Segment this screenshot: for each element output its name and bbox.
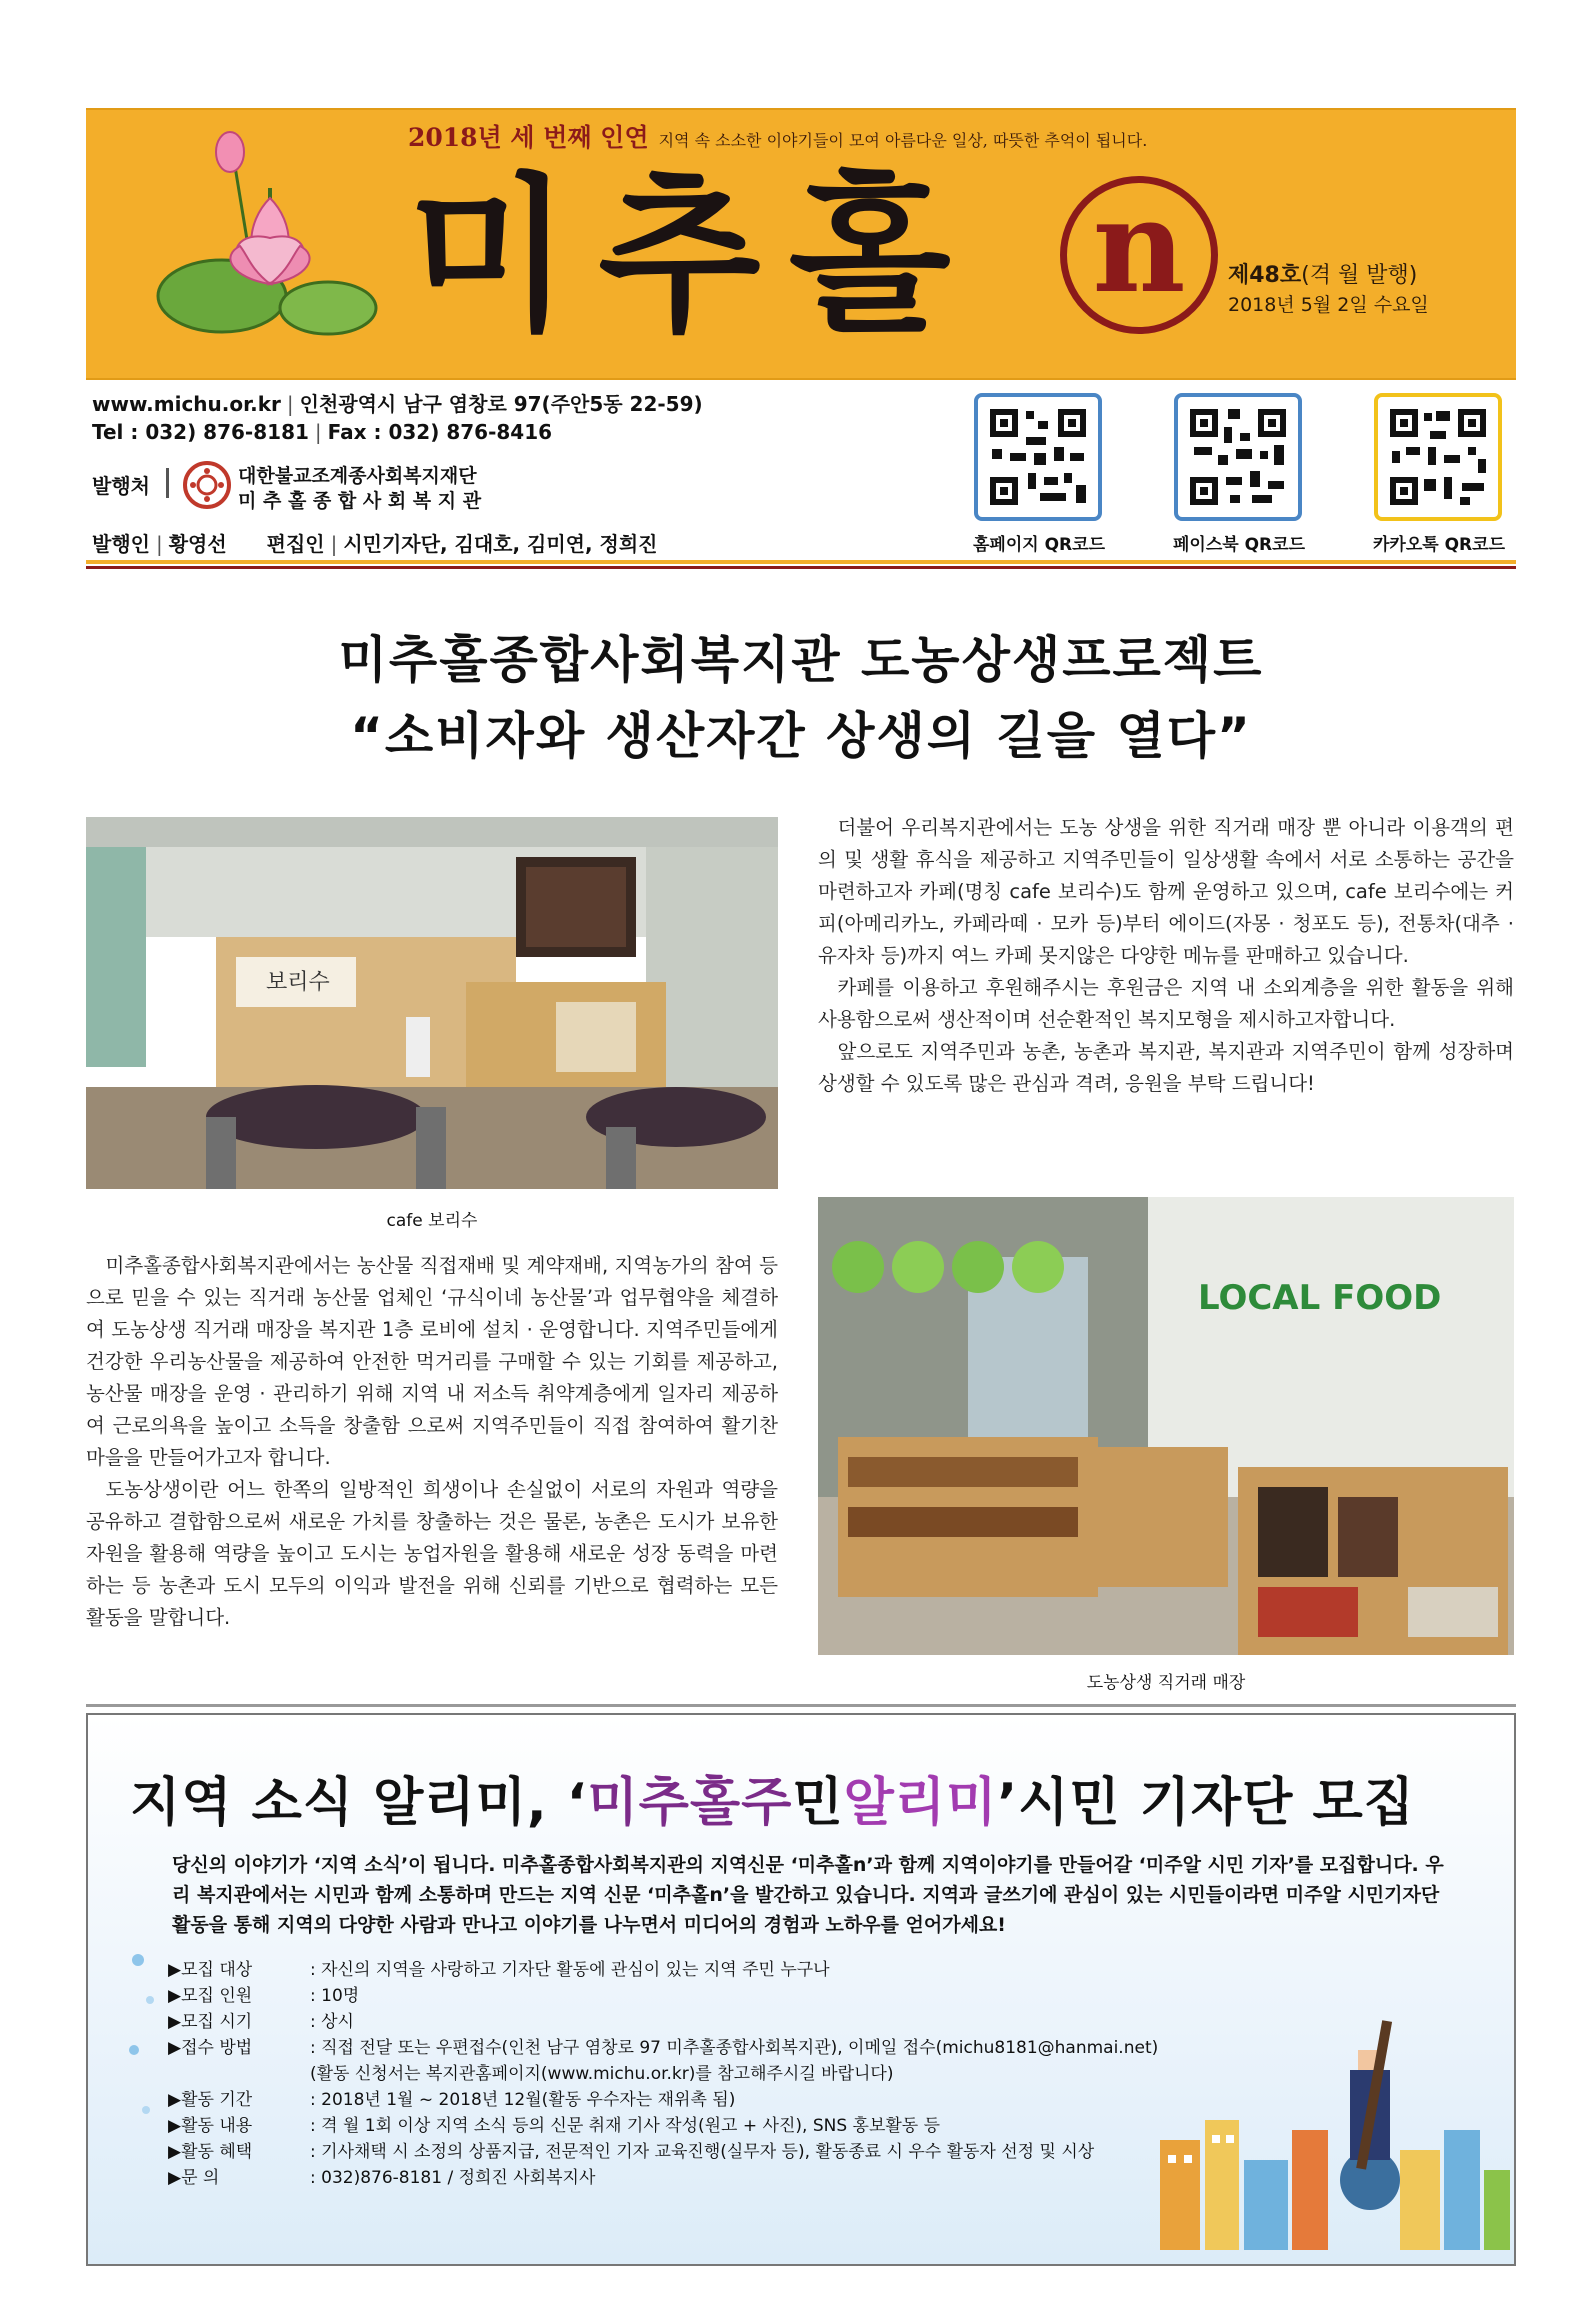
article-paragraph: 더불어 우리복지관에서는 도농 상생을 위한 직거래 매장 뿐 아니라 이용객의 편의 및 생활 휴식을 제공하고 지역주민들이 일상생활 속에서 서로 소통하는 공간을 마련하고자 카페(명칭 cafe 보리수)도 함께 운영하고 있으며, cafe 보리수에는 커피(아메리카노, 카페라떼 · 모카 등)부터 에이드(자몽 · 청포도 등), 전통차(대추 · 유자차 등)까지 여느 카페 못지않은 다양한 메뉴를 판매하고 있습니다. — [818, 816, 1514, 967]
header-divider-orange — [86, 560, 1516, 564]
staff-line: 발행인 | 황영선 편집인 | 시민기자단, 김대호, 김미연, 정희진 — [92, 532, 658, 556]
store-photo-caption: 도농상생 직거래 매장 — [1086, 1673, 1246, 1693]
address-line: www.michu.or.kr | 인천광역시 남구 염창로 97(주안5동 22-59) — [92, 392, 703, 416]
fax-text: Fax : 032) 876-8416 — [327, 420, 553, 444]
article-paragraph: 앞으로도 지역주민과 농촌, 농촌과 복지관, 복지관과 지역주민이 함께 성장하며 상생할 수 있도록 많은 관심과 격려, 응원을 부탁 드립니다! — [818, 1040, 1514, 1095]
masthead-tagline — [408, 118, 1488, 152]
divider — [166, 468, 169, 498]
editor-label: 편집인 — [266, 532, 325, 556]
issue-no: 제48호 — [1228, 263, 1302, 288]
recruitment-title — [130, 1760, 1490, 1834]
contact-line: Tel : 032) 876-8181 | Fax : 032) 876-8416 — [92, 420, 553, 444]
section-divider — [86, 1704, 1516, 1707]
publisher-org: 대한불교조계종사회복지재단 — [238, 465, 477, 487]
tel-text: Tel : 032) 876-8181 — [92, 420, 309, 444]
headline-line-1: 미추홀종합사회복지관 도농상생프로젝트 — [338, 631, 1264, 689]
recruit-item: (활동 신청서는 복지관홈페이지(www.michu.or.kr)를 참고해주시길 바랍니다) — [310, 2064, 894, 2084]
cafe-photo — [86, 817, 778, 1189]
recruit-item: ▶접수 방법 : 직접 전달 또는 우편접수(인천 남구 염창로 97 미추홀종합사회복지관), 이메일 접수(michu8181@hanmai.net) — [168, 2038, 1159, 2058]
recruit-item: ▶문 의 : 032)876-8181 / 정희진 사회복지사 — [168, 2168, 596, 2188]
facebook-qr-label: 페이스북 QR코드 — [1173, 535, 1305, 555]
qr-pattern-icon — [1178, 397, 1298, 517]
tagline-rest: 지역 속 소소한 이야기들이 모여 아름다운 일상, 따뜻한 추억이 됩니다. — [658, 131, 1148, 150]
publisher-welfare-center: 미 추 홀 종 합 사 회 복 지 관 — [238, 490, 482, 512]
homepage-qr-label: 홈페이지 QR코드 — [973, 535, 1105, 555]
kakaotalk-qr-code[interactable] — [1374, 393, 1502, 521]
issue-date: 2018년 5월 2일 수요일 — [1228, 294, 1429, 316]
recruit-title-part2: 민 — [792, 1773, 844, 1833]
local-food-sign: LOCAL FOOD — [1198, 1278, 1442, 1318]
recruit-item: ▶활동 내용 : 격 월 1회 이상 지역 소식 등의 신문 취재 기사 작성(원고 + 사진), SNS 홍보활동 등 — [168, 2116, 941, 2136]
cafe-photo-caption: cafe 보리수 — [386, 1211, 478, 1231]
issue-number — [1228, 258, 1508, 288]
newspaper-title: 미추홀 — [408, 156, 979, 354]
homepage-qr-code[interactable] — [974, 393, 1102, 521]
recruit-item: ▶활동 혜택 : 기사채택 시 소정의 상품지급, 전문적인 기자 교육진행(실무자 등), 활동종료 시 우수 활동자 선정 및 시상 — [168, 2142, 1095, 2162]
local-food-store-photo — [818, 1197, 1514, 1655]
article-paragraph: 카페를 이용하고 후원해주시는 후원금은 지역 내 소외계층을 위한 활동을 위해 사용함으로써 생산적이며 선순환적인 복지모형을 제시하고자합니다. — [818, 976, 1514, 1031]
article-paragraph: 도농상생이란 어느 한쪽의 일방적인 희생이나 손실없이 서로의 자원과 역량을 공유하고 결합함으로써 새로운 가치를 창출하는 것은 물론, 농촌은 도시가 보유한 자원을 활용해 역량을 높이고 도시는 농업자원을 활용해 새로운 성장 동력을 마련하는 등 농촌과 도시 모두의 이익과 발전을 위해 신뢰를 기반으로 협력하는 모든 활동을 말합니다. — [86, 1478, 778, 1629]
recruit-title-part1: 미추홀주 — [587, 1773, 793, 1833]
recruit-title-part3: 알리미 — [843, 1773, 998, 1833]
issuer-name: 황영선 — [168, 532, 227, 556]
article-left-column — [86, 1250, 778, 1634]
recruit-title-prefix: 지역 소식 알리미, ‘ — [130, 1773, 588, 1833]
lotus-icon — [150, 128, 390, 348]
recruit-item: ▶모집 대상 : 자신의 지역을 사랑하고 기자단 활동에 관심이 있는 지역 주민 누구나 — [168, 1960, 830, 1980]
recruit-item: ▶모집 시기 : 상시 — [168, 2012, 354, 2032]
kakaotalk-qr-label: 카카오톡 QR코드 — [1373, 535, 1505, 555]
qr-pattern-icon — [978, 397, 1098, 517]
recruitment-intro: 당신의 이야기가 ‘지역 소식’이 됩니다. 미추홀종합사회복지관의 지역신문 ‘미추홀n’과 함께 지역이야기를 만들어갈 ‘미주알 시민 기자’를 모집합니다. 우리 복지관에서는 시민과 함께 소통하며 만드는 지역 신문 ‘미추홀n’을 발간하고 있습니다. 지역과 글쓰기에 관심이 있는 시민들이라면 미주알 시민기자단 활동을 통해 지역의 다양한 사람과 만나고 이야기를 나누면서 미디어의 경험과 노하우를 얻어가세요! — [172, 1854, 1444, 1936]
header-divider-red — [86, 566, 1516, 569]
cafe-sign: 보리수 — [266, 970, 330, 995]
tagline-strong: 2018년 세 번째 인연 — [408, 123, 649, 152]
article-right-column — [818, 812, 1514, 1100]
issue-frequency: (격 월 발행) — [1301, 263, 1418, 288]
recruit-item: ▶모집 인원 : 10명 — [168, 1986, 360, 2006]
publisher-label: 발행처 — [92, 474, 150, 498]
website-link[interactable]: www.michu.or.kr — [92, 392, 281, 416]
temple-logo-icon — [182, 460, 232, 510]
address-text: 인천광역시 남구 염창로 97(주안5동 22-59) — [299, 392, 703, 416]
facebook-qr-code[interactable] — [1174, 393, 1302, 521]
recruitment-details — [168, 1957, 1318, 2191]
qr-pattern-icon — [1378, 397, 1498, 517]
reporter-city-illustration — [1160, 2010, 1510, 2260]
issuer-label: 발행인 — [92, 532, 150, 556]
article-paragraph: 미추홀종합사회복지관에서는 농산물 직접재배 및 계약재배, 지역농가의 참여 등으로 믿을 수 있는 직거래 농산물 업체인 ‘규식이네 농산물’과 업무협약을 체결하여 도농상생 직거래 매장을 복지관 1층 로비에 설치 · 운영합니다. 지역주민들에게 건강한 우리농산물을 제공하여 안전한 먹거리를 구매할 수 있는 기회를 제공하고, 농산물 매장을 운영 · 관리하기 위해 지역 내 저소득 취약계층에게 일자리 제공하여 근로의욕을 높이고 소득을 창출함 으로써 지역주민들이 직접 참여하여 활기찬 마을을 만들어가고자 합니다. — [86, 1254, 778, 1469]
recruit-item: ▶활동 기간 : 2018년 1월 ~ 2018년 12월(활동 우수자는 재위촉 됨) — [168, 2090, 736, 2110]
editor-names: 시민기자단, 김대호, 김미연, 정희진 — [343, 532, 658, 556]
recruit-title-suffix: ’시민 기자단 모집 — [997, 1773, 1415, 1833]
headline-line-2: “소비자와 생산자간 상생의 길을 열다” — [350, 707, 1252, 765]
title-suffix-badge: n — [1060, 176, 1218, 334]
